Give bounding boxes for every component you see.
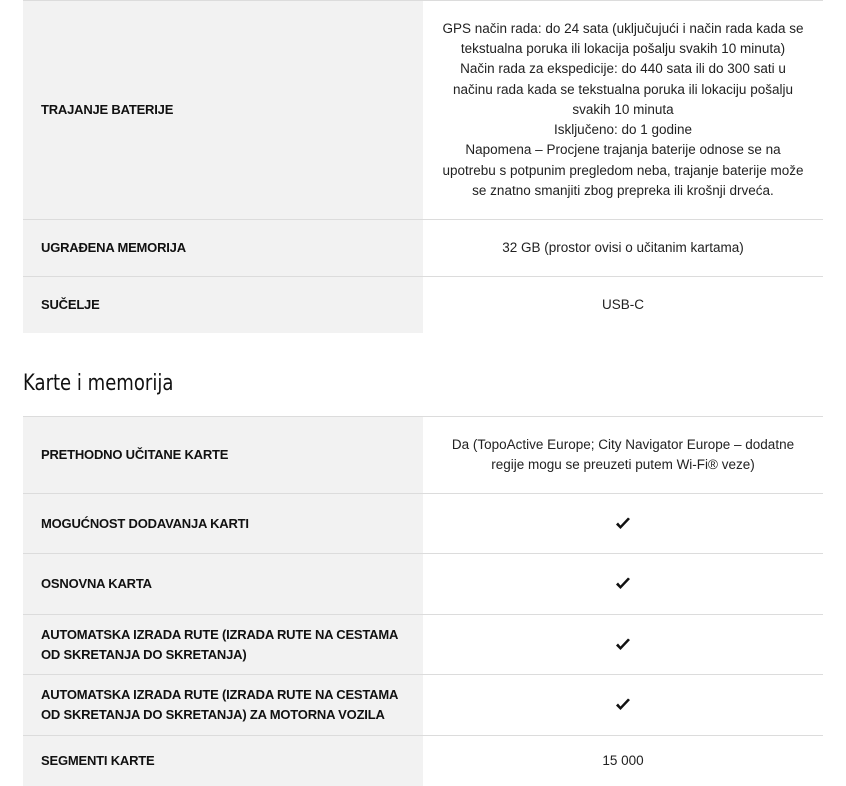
value-line: se znatno smanjiti zbog prepreka ili krošnji drveća. xyxy=(472,183,774,199)
spec-value: 32 GB (prostor ovisi o učitanim kartama) xyxy=(423,220,823,277)
spec-value xyxy=(423,417,823,494)
spec-label: UGRAĐENA MEMORIJA xyxy=(23,220,423,277)
table-row xyxy=(23,277,823,333)
label-line: OD SKRETANJA DO SKRETANJA) xyxy=(41,646,247,662)
spec-value xyxy=(423,1,823,220)
table-row xyxy=(23,1,823,220)
table-row xyxy=(23,675,823,736)
checkmark-icon xyxy=(615,638,631,652)
spec-label xyxy=(23,675,423,736)
value-line: svakih 10 minuta xyxy=(572,101,674,117)
value-line: Isključeno: do 1 godine xyxy=(553,122,693,138)
label-line: AUTOMATSKA IZRADA RUTE (IZRADA RUTE NA CESTAMA xyxy=(41,626,399,642)
spec-value: 15 000 xyxy=(423,736,823,786)
spec-value xyxy=(423,494,823,554)
checkmark-icon xyxy=(615,577,631,591)
maps-spec-table xyxy=(23,416,823,786)
value-line: upotrebu s potpunim pregledom neba, trajanje baterije može xyxy=(442,162,804,178)
spec-label: SUČELJE xyxy=(23,277,423,333)
spec-value xyxy=(423,554,823,615)
table-row xyxy=(23,554,823,615)
value-line: regije mogu se preuzeti putem Wi-Fi® veze) xyxy=(491,457,755,472)
value-line: GPS način rada: do 24 sata (uključujući i način rada kada se xyxy=(442,20,804,36)
spec-label xyxy=(23,615,423,675)
spec-value xyxy=(423,675,823,736)
label-line: AUTOMATSKA IZRADA RUTE (IZRADA RUTE NA CESTAMA xyxy=(41,687,399,702)
value-line: načinu rada kada se tekstualna poruka ili lokaciju pošalju xyxy=(453,81,793,97)
table-row xyxy=(23,615,823,675)
table-row xyxy=(23,494,823,554)
value-line: Da (TopoActive Europe; City Navigator Europe – dodatne xyxy=(451,436,795,452)
spec-label: SEGMENTI KARTE xyxy=(23,736,423,786)
spec-label: TRAJANJE BATERIJE xyxy=(23,1,423,220)
battery-spec-table xyxy=(23,0,823,333)
spec-label: PRETHODNO UČITANE KARTE xyxy=(23,417,423,494)
spec-label: OSNOVNA KARTA xyxy=(23,554,423,615)
checkmark-icon xyxy=(615,698,631,712)
value-line: Način rada za ekspedicije: do 440 sata ili do 300 sati u xyxy=(460,61,786,77)
table-row xyxy=(23,736,823,786)
table-row xyxy=(23,220,823,277)
section-title: Karte i memorija xyxy=(23,371,174,396)
table-row xyxy=(23,417,823,494)
spec-label: MOGUĆNOST DODAVANJA KARTI xyxy=(23,494,423,554)
spec-value: USB-C xyxy=(423,277,823,333)
value-line: tekstualna poruka ili lokacija pošalju svakih 10 minuta) xyxy=(460,40,786,56)
checkmark-icon xyxy=(615,517,631,531)
value-line: Napomena – Procjene trajanja baterije odnose se na xyxy=(465,142,781,158)
spec-value xyxy=(423,615,823,675)
label-line: OD SKRETANJA DO SKRETANJA) ZA MOTORNA VOZILA xyxy=(41,707,385,722)
